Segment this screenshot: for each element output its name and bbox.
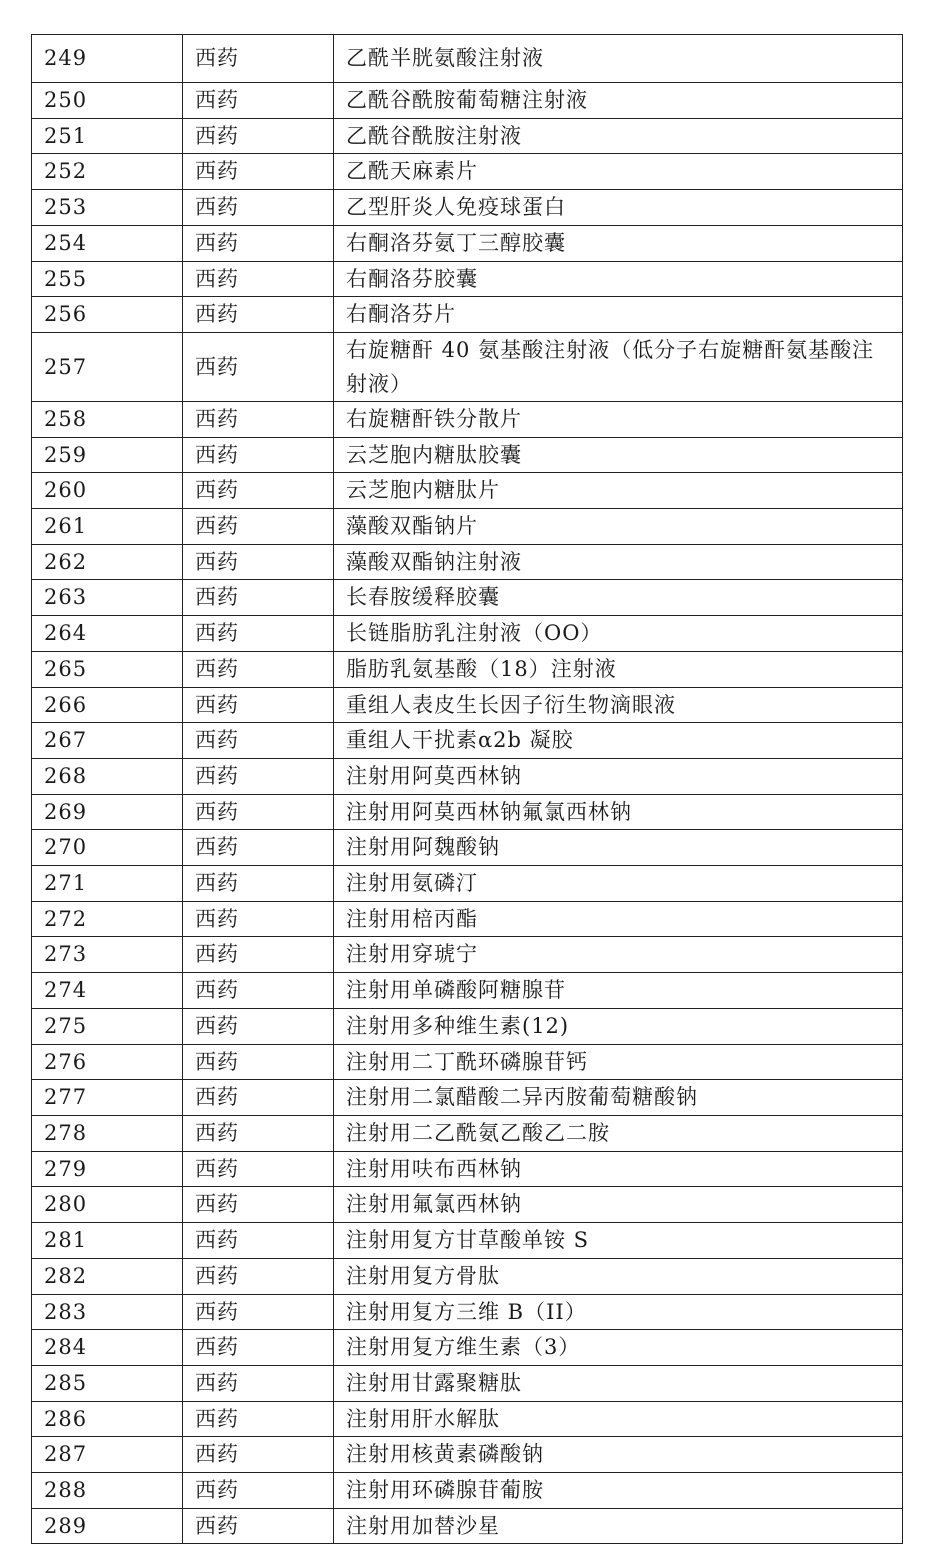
drug-name-cell: 注射用呋布西林钠: [334, 1151, 903, 1187]
table-row: [32, 1508, 903, 1544]
table-row: [32, 190, 903, 226]
table-row: [32, 401, 903, 437]
row-number-cell: 258: [32, 401, 183, 437]
table-row: [32, 866, 903, 902]
row-number-cell: 255: [32, 261, 183, 297]
row-number-cell: 280: [32, 1187, 183, 1223]
row-number-cell: 263: [32, 580, 183, 616]
table-row: [32, 651, 903, 687]
row-number-cell: 267: [32, 723, 183, 759]
drug-type-cell: 西药: [183, 1008, 334, 1044]
drug-name-cell: 注射用核黄素磷酸钠: [334, 1437, 903, 1473]
drug-type-cell: 西药: [183, 651, 334, 687]
row-number-cell: 285: [32, 1365, 183, 1401]
drug-name-cell: 乙酰谷酰胺葡萄糖注射液: [334, 83, 903, 119]
row-number-cell: 259: [32, 437, 183, 473]
row-number-cell: 251: [32, 118, 183, 154]
drug-name-cell: 注射用多种维生素(12): [334, 1008, 903, 1044]
drug-type-cell: 西药: [183, 1080, 334, 1116]
row-number-cell: 261: [32, 509, 183, 545]
drug-type-cell: 西药: [183, 794, 334, 830]
table-row: [32, 1401, 903, 1437]
drug-name-cell: 注射用环磷腺苷葡胺: [334, 1473, 903, 1509]
drug-list-table: [31, 34, 903, 1544]
row-number-cell: 283: [32, 1294, 183, 1330]
drug-type-cell: 西药: [183, 901, 334, 937]
drug-name-cell: 注射用复方维生素（3）: [334, 1330, 903, 1366]
drug-type-cell: 西药: [183, 616, 334, 652]
drug-type-cell: 西药: [183, 1258, 334, 1294]
table-row: [32, 297, 903, 333]
row-number-cell: 272: [32, 901, 183, 937]
drug-type-cell: 西药: [183, 261, 334, 297]
drug-name-cell: 注射用棓丙酯: [334, 901, 903, 937]
row-number-cell: 262: [32, 544, 183, 580]
drug-name-cell: 右酮洛芬片: [334, 297, 903, 333]
drug-type-cell: 西药: [183, 1187, 334, 1223]
drug-name-cell: 脂肪乳氨基酸（18）注射液: [334, 651, 903, 687]
drug-type-cell: 西药: [183, 473, 334, 509]
table-row: [32, 35, 903, 83]
drug-type-cell: 西药: [183, 1401, 334, 1437]
drug-name-cell: 乙型肝炎人免疫球蛋白: [334, 190, 903, 226]
row-number-cell: 277: [32, 1080, 183, 1116]
table-row: [32, 118, 903, 154]
table-row: [32, 1473, 903, 1509]
row-number-cell: 269: [32, 794, 183, 830]
row-number-cell: 278: [32, 1115, 183, 1151]
row-number-cell: 253: [32, 190, 183, 226]
drug-type-cell: 西药: [183, 1365, 334, 1401]
drug-type-cell: 西药: [183, 687, 334, 723]
drug-name-cell: 注射用复方三维 B（II）: [334, 1294, 903, 1330]
drug-name-cell: 长链脂肪乳注射液（OO）: [334, 616, 903, 652]
row-number-cell: 276: [32, 1044, 183, 1080]
table-row: [32, 1115, 903, 1151]
row-number-cell: 250: [32, 83, 183, 119]
table-row: [32, 332, 903, 401]
table-row: [32, 901, 903, 937]
drug-type-cell: 西药: [183, 225, 334, 261]
drug-list-body: [32, 35, 903, 1544]
table-row: [32, 687, 903, 723]
row-number-cell: 270: [32, 830, 183, 866]
drug-name-cell: 藻酸双酯钠片: [334, 509, 903, 545]
drug-name-cell: 注射用氨磷汀: [334, 866, 903, 902]
drug-type-cell: 西药: [183, 1330, 334, 1366]
table-row: [32, 1008, 903, 1044]
drug-name-cell: 右旋糖酐 40 氨基酸注射液（低分子右旋糖酐氨基酸注射液）: [334, 332, 903, 401]
drug-type-cell: 西药: [183, 1294, 334, 1330]
drug-type-cell: 西药: [183, 866, 334, 902]
drug-name-cell: 注射用二丁酰环磷腺苷钙: [334, 1044, 903, 1080]
table-row: [32, 154, 903, 190]
row-number-cell: 289: [32, 1508, 183, 1544]
row-number-cell: 257: [32, 332, 183, 401]
drug-name-cell: 注射用单磷酸阿糖腺苷: [334, 973, 903, 1009]
drug-type-cell: 西药: [183, 1151, 334, 1187]
table-row: [32, 1151, 903, 1187]
row-number-cell: 275: [32, 1008, 183, 1044]
table-row: [32, 1330, 903, 1366]
drug-type-cell: 西药: [183, 154, 334, 190]
drug-name-cell: 注射用阿魏酸钠: [334, 830, 903, 866]
drug-type-cell: 西药: [183, 973, 334, 1009]
drug-name-cell: 注射用甘露聚糖肽: [334, 1365, 903, 1401]
drug-type-cell: 西药: [183, 723, 334, 759]
drug-name-cell: 云芝胞内糖肽胶囊: [334, 437, 903, 473]
table-row: [32, 1365, 903, 1401]
drug-name-cell: 右酮洛芬胶囊: [334, 261, 903, 297]
row-number-cell: 266: [32, 687, 183, 723]
drug-type-cell: 西药: [183, 1223, 334, 1259]
drug-name-cell: 注射用氟氯西林钠: [334, 1187, 903, 1223]
row-number-cell: 274: [32, 973, 183, 1009]
table-row: [32, 1258, 903, 1294]
drug-name-cell: 注射用加替沙星: [334, 1508, 903, 1544]
drug-type-cell: 西药: [183, 297, 334, 333]
drug-type-cell: 西药: [183, 580, 334, 616]
drug-type-cell: 西药: [183, 35, 334, 83]
row-number-cell: 273: [32, 937, 183, 973]
row-number-cell: 249: [32, 35, 183, 83]
row-number-cell: 281: [32, 1223, 183, 1259]
drug-name-cell: 云芝胞内糖肽片: [334, 473, 903, 509]
table-row: [32, 544, 903, 580]
table-row: [32, 758, 903, 794]
row-number-cell: 254: [32, 225, 183, 261]
row-number-cell: 271: [32, 866, 183, 902]
drug-name-cell: 注射用二乙酰氨乙酸乙二胺: [334, 1115, 903, 1151]
row-number-cell: 279: [32, 1151, 183, 1187]
drug-name-cell: 乙酰谷酰胺注射液: [334, 118, 903, 154]
table-row: [32, 1080, 903, 1116]
table-row: [32, 973, 903, 1009]
row-number-cell: 260: [32, 473, 183, 509]
drug-name-cell: 注射用复方骨肽: [334, 1258, 903, 1294]
drug-name-cell: 乙酰天麻素片: [334, 154, 903, 190]
row-number-cell: 252: [32, 154, 183, 190]
row-number-cell: 288: [32, 1473, 183, 1509]
row-number-cell: 287: [32, 1437, 183, 1473]
row-number-cell: 256: [32, 297, 183, 333]
table-row: [32, 794, 903, 830]
table-row: [32, 830, 903, 866]
table-row: [32, 1437, 903, 1473]
drug-type-cell: 西药: [183, 83, 334, 119]
drug-name-cell: 重组人干扰素α2b 凝胶: [334, 723, 903, 759]
drug-type-cell: 西药: [183, 190, 334, 226]
drug-type-cell: 西药: [183, 509, 334, 545]
table-row: [32, 616, 903, 652]
drug-name-cell: 右酮洛芬氨丁三醇胶囊: [334, 225, 903, 261]
row-number-cell: 265: [32, 651, 183, 687]
table-row: [32, 473, 903, 509]
drug-name-cell: 长春胺缓释胶囊: [334, 580, 903, 616]
drug-type-cell: 西药: [183, 332, 334, 401]
row-number-cell: 286: [32, 1401, 183, 1437]
drug-type-cell: 西药: [183, 1044, 334, 1080]
drug-name-cell: 注射用穿琥宁: [334, 937, 903, 973]
table-row: [32, 225, 903, 261]
drug-name-cell: 注射用阿莫西林钠: [334, 758, 903, 794]
drug-name-cell: 注射用肝水解肽: [334, 1401, 903, 1437]
drug-type-cell: 西药: [183, 401, 334, 437]
drug-type-cell: 西药: [183, 758, 334, 794]
drug-type-cell: 西药: [183, 1115, 334, 1151]
drug-type-cell: 西药: [183, 1437, 334, 1473]
table-row: [32, 723, 903, 759]
table-row: [32, 509, 903, 545]
drug-type-cell: 西药: [183, 544, 334, 580]
table-row: [32, 83, 903, 119]
drug-name-cell: 右旋糖酐铁分散片: [334, 401, 903, 437]
drug-type-cell: 西药: [183, 1508, 334, 1544]
row-number-cell: 282: [32, 1258, 183, 1294]
table-row: [32, 1044, 903, 1080]
drug-name-cell: 注射用复方甘草酸单铵 S: [334, 1223, 903, 1259]
table-row: [32, 1294, 903, 1330]
table-row: [32, 437, 903, 473]
drug-type-cell: 西药: [183, 830, 334, 866]
row-number-cell: 268: [32, 758, 183, 794]
drug-type-cell: 西药: [183, 118, 334, 154]
drug-name-cell: 重组人表皮生长因子衍生物滴眼液: [334, 687, 903, 723]
drug-type-cell: 西药: [183, 937, 334, 973]
drug-name-cell: 注射用阿莫西林钠氟氯西林钠: [334, 794, 903, 830]
drug-name-cell: 乙酰半胱氨酸注射液: [334, 35, 903, 83]
table-row: [32, 1223, 903, 1259]
table-row: [32, 261, 903, 297]
drug-name-cell: 注射用二氯醋酸二异丙胺葡萄糖酸钠: [334, 1080, 903, 1116]
drug-type-cell: 西药: [183, 437, 334, 473]
table-row: [32, 580, 903, 616]
drug-type-cell: 西药: [183, 1473, 334, 1509]
row-number-cell: 264: [32, 616, 183, 652]
row-number-cell: 284: [32, 1330, 183, 1366]
table-row: [32, 937, 903, 973]
table-row: [32, 1187, 903, 1223]
drug-name-cell: 藻酸双酯钠注射液: [334, 544, 903, 580]
